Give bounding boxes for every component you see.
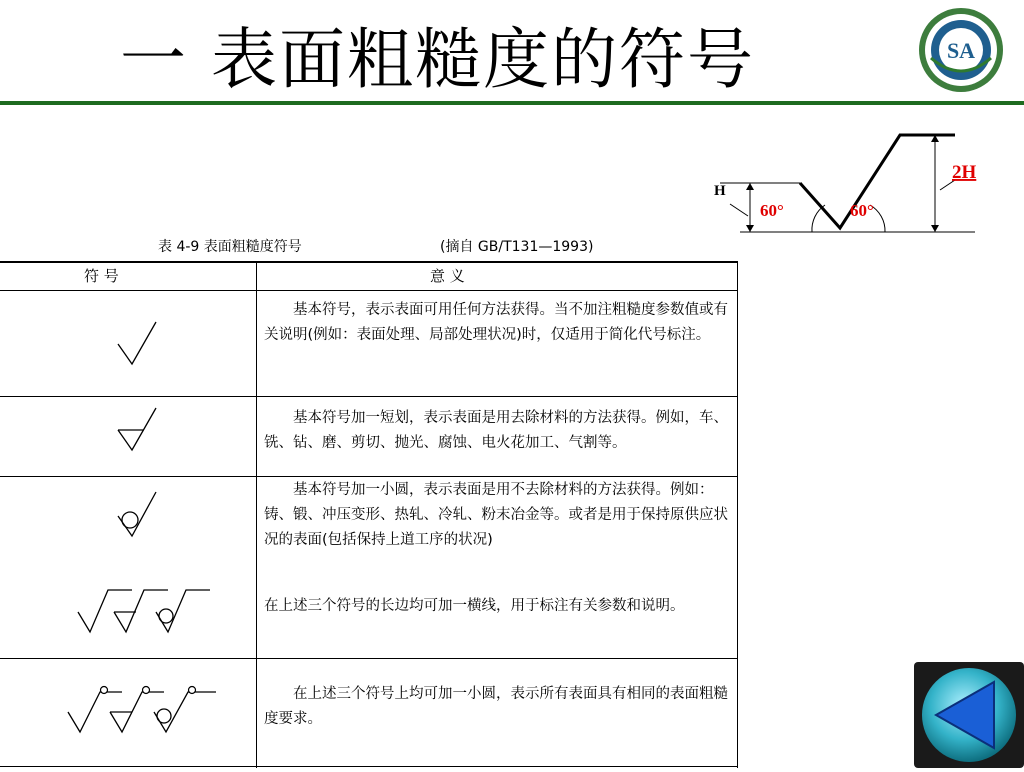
profile-dimension-diagram [700, 120, 1020, 250]
angle-right: 60° [850, 201, 874, 220]
table-row-rule [0, 396, 738, 397]
back-button[interactable] [914, 662, 1024, 768]
back-triangle-icon [914, 662, 1024, 768]
table-bottom-rule [0, 766, 738, 767]
symbols-with-circle-icon [64, 680, 220, 738]
basic-symbol-icon [112, 318, 162, 368]
row-meaning: 基本符号，表示表面可用任何方法获得。当不加注粗糙度参数值或有关说明(例如：表面处理、局部处理状况)时，仅适用于简化代号标注。 [264, 302, 728, 343]
row-meaning: 基本符号加一短划，表示表面是用去除材料的方法获得。例如，车、铣、钻、磨、剪切、抛光、腐蚀、电火花加工、气割等。 [264, 410, 728, 451]
row-meaning: 在上述三个符号的长边均可加一横线，用于标注有关参数和说明。 [264, 598, 685, 614]
header-symbol: 符 号 [84, 267, 119, 285]
title-divider [0, 101, 1024, 105]
angle-left: 60° [760, 201, 784, 220]
table-right-border [737, 262, 738, 768]
table-column-divider [256, 262, 257, 768]
table-source: (摘自 GB/T131—1993) [440, 239, 594, 255]
slide-title: 一 表面粗糙度的符号 [120, 21, 755, 98]
label-h: H [714, 183, 726, 199]
table-header-rule [0, 290, 738, 291]
university-logo [917, 6, 1005, 94]
row-meaning: 在上述三个符号上均可加一小圆，表示所有表面具有相同的表面粗糙度要求。 [264, 686, 728, 727]
table-row-rule [0, 476, 738, 477]
table-row-rule [0, 658, 738, 659]
material-removal-symbol-icon [112, 404, 162, 454]
row-meaning: 基本符号加一小圆，表示表面是用不去除材料的方法获得。例如：铸、锻、冲压变形、热轧、冷轧、粉末冶金等。或者是用于保持原供应状况的表面(包括保持上道工序的状况) [264, 482, 728, 548]
table-caption: 表 4-9 表面粗糙度符号 [158, 239, 302, 255]
header-meaning: 意 义 [430, 267, 465, 285]
logo-letters: SA [946, 38, 976, 63]
label-2h: 2H [952, 162, 977, 183]
symbols-with-horizontal-line-icon [74, 584, 214, 636]
no-material-removal-symbol-icon [112, 488, 162, 540]
